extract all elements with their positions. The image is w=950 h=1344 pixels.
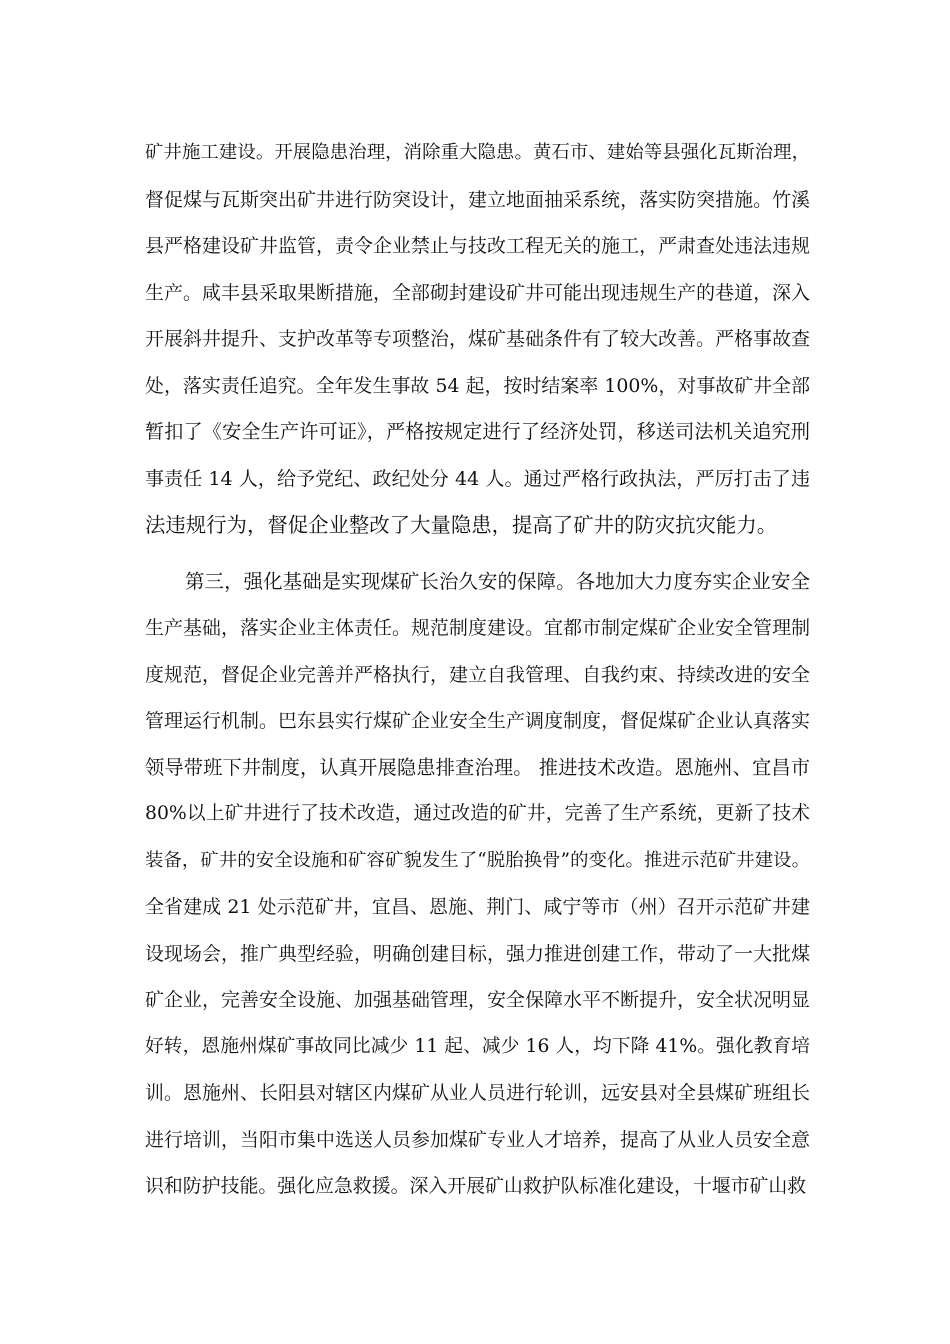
- text-line-8: 事责任 14 人，给予党纪、政纪处分 44 人。通过严格行政执法，严厉打击了违: [145, 468, 810, 490]
- text-line-17: 全省建成 21 处示范矿井，宜昌、恩施、荆门、咸宁等市（州）召开示范矿井建: [145, 896, 810, 918]
- text-line-21: 训。恩施州、长阳县对辖区内煤矿从业人员进行轮训，远安县对全县煤矿班组长: [145, 1082, 810, 1104]
- text-line-6: 处，落实责任追究。全年发生事故 54 起，按时结案率 100%，对事故矿井全部: [145, 375, 810, 397]
- text-line-18: 设现场会，推广典型经验，明确创建目标，强力推进创建工作，带动了一大批煤: [145, 943, 810, 965]
- text-line-3: 县严格建设矿井监管，责令企业禁止与技改工程无关的施工，严肃查处违法违规: [145, 235, 810, 257]
- paragraph-start-line: 第三，强化基础是实现煤矿长治久安的保障。各地加大力度夯实企业安全: [185, 570, 810, 593]
- text-line-9: 法违规行为，督促企业整改了大量隐患，提高了矿井的防灾抗灾能力。: [145, 513, 778, 537]
- text-line-15: 80%以上矿井进行了技术改造，通过改造的矿井，完善了生产系统，更新了技术: [145, 803, 810, 824]
- text-line-23: 识和防护技能。强化应急救援。深入开展矿山救护队标准化建设，十堰市矿山救: [145, 1175, 807, 1197]
- text-line-19: 矿企业，完善安全设施、加强基础管理，安全保障水平不断提升，安全状况明显: [145, 989, 810, 1011]
- text-line-4: 生产。咸丰县采取果断措施，全部砌封建设矿井可能出现违规生产的巷道，深入: [145, 282, 810, 304]
- text-line-22: 进行培训，当阳市集中选送人员参加煤矿专业人才培养，提高了从业人员安全意: [145, 1129, 810, 1151]
- text-line-14: 领导带班下井制度，认真开展隐患排查治理。 推进技术改造。恩施州、宜昌市: [145, 756, 810, 779]
- text-line-2: 督促煤与瓦斯突出矿井进行防突设计，建立地面抽采系统，落实防突措施。竹溪: [145, 189, 810, 211]
- text-line-7: 暂扣了《安全生产许可证》，严格按规定进行了经济处罚，移送司法机关追究刑: [145, 420, 810, 443]
- text-line-1: 矿井施工建设。开展隐患治理，消除重大隐患。黄石市、建始等县强化瓦斯治理，: [145, 142, 810, 163]
- text-line-12: 度规范，督促企业完善并严格执行，建立自我管理、自我约束、持续改进的安全: [145, 664, 810, 686]
- text-line-16: 装备，矿井的安全设施和矿容矿貌发生了“脱胎换骨”的变化。推进示范矿井建设。: [145, 850, 810, 871]
- text-line-5: 开展斜井提升、支护改革等专项整治，煤矿基础条件有了较大改善。严格事故查: [145, 328, 810, 350]
- text-line-20: 好转，恩施州煤矿事故同比减少 11 起、减少 16 人，均下降 41%。强化教育培: [145, 1036, 810, 1057]
- text-line-11: 生产基础，落实企业主体责任。规范制度建设。宜都市制定煤矿企业安全管理制: [145, 617, 810, 639]
- text-line-13: 管理运行机制。巴东县实行煤矿企业安全生产调度制度，督促煤矿企业认真落实: [145, 710, 810, 732]
